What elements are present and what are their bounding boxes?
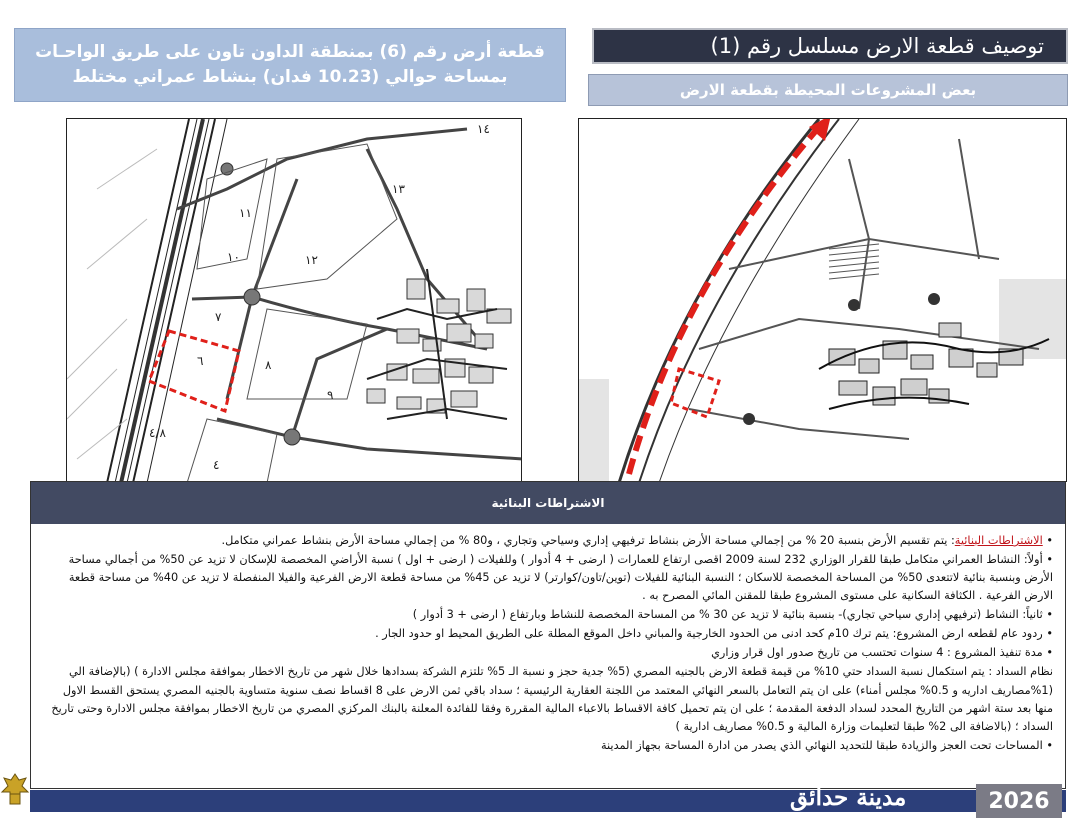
condition-item-2: • أولاً: النشاط العمراني متكامل طبقا للقرار الوزاري 232 لسنة 2009 اقصى ارتفاع للعمارات ( ارضى + 4 أدوار ) وللفيلات ( ارضى + اول ) نسبة الأراضي المخصصة للإسكان لا تزيد عن 50% من أجمالي مساحة الأرض وبنسبة بنائية لاتتعدى 50% من المساحة المخصصة للاسكان ؛ النسبة البنائية للفيلات (توين/تاون/كوارتر) لا تزيد عن 45% من مساحة قطعة الارض الفرعية والفيلا المنفصلة لا تزيد عن 40% من مساحة قطعة الارض الفرعية . الكثافة السكانية على مستوى المشروع طبقا للمقنن المائي المصرح به . [68, 553, 1053, 603]
surrounding-projects-text: بعض المشروعات المحيطة بقطعة الارض [679, 81, 977, 99]
footer-year [976, 784, 1062, 818]
condition-item-7: • المساحات تحت العجز والزيادة طبقا للتحديد النهائي الذي يصدر من ادارة المساحة بجهاز المدينة [600, 738, 1053, 752]
plot-description-text: قطعة أرض رقم (6) بمنطقة الداون تاون على طريق الواحـات بمساحة حوالي (10.23 فدان) بنشاط عمراني مختلط [35, 42, 545, 87]
plot-label-6: ٦ [197, 354, 204, 368]
surroundings-map-drawing [579, 119, 1067, 482]
condition-text-3: ثانياً: النشاط (ترفيهي إداري سياحي تجاري)- بنسبة بنائية لا تزيد عن 30 % من المساحة المخصصة للنشاط وبارتفاع ( ارضى + 3 أدوار ) [412, 608, 1043, 622]
eagle-emblem-icon [0, 770, 30, 814]
condition-text-4: ردود عام لقطعه ارض المشروع: يتم ترك 10م كحد ادنى من الحدود الخارجية والمباني داخل الموقع المطلة على الطريق المحيط او حدود الجار . [375, 627, 1043, 641]
footer-bar [30, 790, 1066, 812]
conditions-list [31, 524, 1065, 755]
plot-label-9: ٩ [327, 388, 334, 402]
plot-layout-map [66, 118, 522, 482]
condition-text-6: نظام السداد : يتم استكمال نسبة السداد حتي 10% من قيمة قطعة الارض بالجنيه المصري (5% جدية حجز و نسبة الـ 5% تلتزم الشركة بسدادها خلال شهر من تاريخ الاخطار بموافقة مجلس الادارة ) (بالإضافة الي (1%مصاريف اداريه و 0.5% مجلس أمناء) على ان يتم التعامل بالسعر النهائي المعتمد من اللجنة العقارية الرئيسية ؛ سداد باقي ثمن الارض على 8 اقساط نصف سنوية متساوية بالجنيه المصري يستحق القسط الاول منها بعد ستة اشهر من التاريخ المحدد لسداد الدفعة المقدمة ؛ على ان يتم تحميل كافة الاقساط بالاعباء المالية المقررة وفقا للفائدة المعلنة بالبنك المركزي المصري من تاريخ الاخطار بموافقة مجلس الادارة وحتى تاريخ السداد ؛ (بالاضافة الى 2% طبقا لتعليمات وزارة المالية و 0.5% مصاريف ادارية ) [51, 665, 1053, 733]
plot-label-11: ١١ [239, 206, 252, 220]
condition-item-5: • مدة تنفيذ المشروع : 4 سنوات تحتسب من تاريخ صدور اول قرار وزاري [711, 646, 1053, 660]
condition-text-5: مدة تنفيذ المشروع : 4 سنوات تحتسب من تاريخ صدور اول قرار وزاري [711, 646, 1043, 660]
surrounding-projects-label [588, 74, 1068, 106]
conditions-header [31, 482, 1065, 524]
plot-label-4: ٤ [213, 458, 220, 472]
plot-label-14: ١٤ [477, 122, 490, 136]
plot-label-4-8: ٤/٨ [149, 426, 166, 440]
plot-label-12: ١٢ [305, 253, 318, 267]
conditions-header-text: الاشتراطات البنائية [491, 496, 605, 510]
condition-item-4: • ردود عام لقطعه ارض المشروع: يتم ترك 10م كحد ادنى من الحدود الخارجية والمباني داخل الموقع المطلة على الطريق المحيط او حدود الجار . [375, 627, 1053, 641]
plot-label-10: ١٠ [227, 250, 240, 264]
conditions-lead: الاشتراطات البنائية [954, 534, 1043, 547]
plot-label-7: ٧ [215, 310, 222, 324]
condition-item-6 [43, 663, 1053, 735]
plot-label-8: ٨ [265, 358, 272, 372]
condition-text-2: أولاً: النشاط العمراني متكامل طبقا للقرار الوزاري 232 لسنة 2009 اقصى ارتفاع للعمارات ( ارضى + 4 أدوار ) وللفيلات ( ارضى + اول ) نسبة الأراضي المخصصة للإسكان لا تزيد عن 50% من أجمالي مساحة الأرض وبنسبة بنائية لاتتعدى 50% من المساحة المخصصة للاسكان ؛ النسبة البنائية للفيلات (توين/تاون/كوارتر) لا تزيد عن 45% من مساحة قطعة الارض الفرعية والفيلا المنفصلة لا تزيد عن 40% من مساحة قطعة الارض الفرعية . الكثافة السكانية على مستوى المشروع طبقا للمقنن المائي المصرح به . [68, 553, 1053, 603]
footer-year-text: 2026 [988, 788, 1050, 814]
condition-text-1: : يتم تقسيم الأرض بنسبة 20 % من إجمالي مساحة الأرض بنشاط ترفيهي إداري وسياحي وتجاري ، و80 % من إجمالي مساحة الأرض بنشاط عمراني متكامل. [221, 534, 955, 547]
plot-description [14, 28, 566, 102]
building-conditions-panel [30, 481, 1066, 789]
footer-city: مدينة حدائق [790, 784, 907, 811]
condition-text-7: المساحات تحت العجز والزيادة طبقا للتحديد النهائي الذي يصدر من ادارة المساحة بجهاز المدينة [600, 738, 1043, 752]
condition-item-3: • ثانياً: النشاط (ترفيهي إداري سياحي تجاري)- بنسبة بنائية لا تزيد عن 30 % من المساحة المخصصة للنشاط وبارتفاع ( ارضى + 3 أدوار ) [412, 608, 1053, 622]
page-title [592, 28, 1068, 64]
page-title-text: توصيف قطعة الارض مسلسل رقم (1) [710, 34, 1044, 58]
surroundings-map [578, 118, 1067, 482]
plot-label-13: ١٣ [392, 182, 405, 196]
condition-item-1: • الاشتراطات البنائية: يتم تقسيم الأرض بنسبة 20 % من إجمالي مساحة الأرض بنشاط ترفيهي إداري وسياحي وتجاري ، و80 % من إجمالي مساحة الأرض بنشاط عمراني متكامل. [221, 534, 1053, 547]
plot-layout-map-drawing [67, 119, 522, 482]
